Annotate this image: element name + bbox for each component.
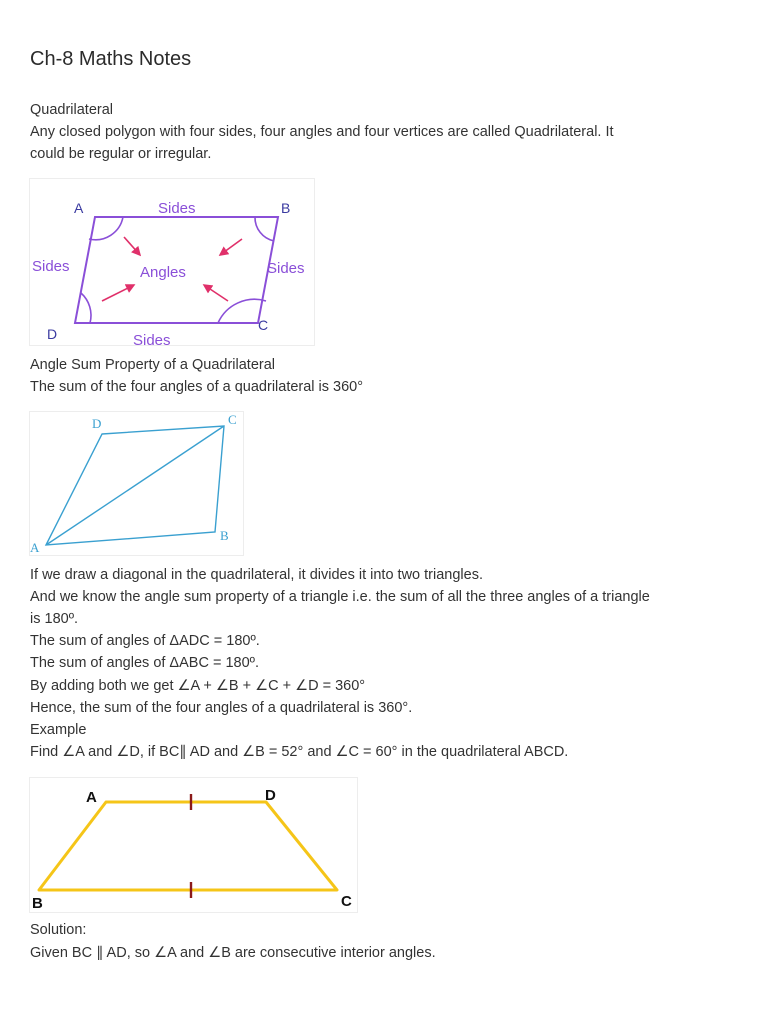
vertex-label-a: A xyxy=(86,789,97,806)
page-title: Ch-8 Maths Notes xyxy=(30,48,192,70)
example-heading: Example xyxy=(30,722,87,738)
angle-arc-d xyxy=(81,293,91,323)
proof-line2: And we know the angle sum property of a triangle i.e. the sum of all the three angles of a triangle xyxy=(30,589,650,605)
vertex-label-b: B xyxy=(32,895,43,912)
quadrilateral-heading: Quadrilateral xyxy=(30,102,114,118)
diagonal-figure xyxy=(29,411,244,556)
proof-line1: If we draw a diagonal in the quadrilateral, it divides it into two triangles. xyxy=(30,567,483,583)
proof-line3: is 180º. xyxy=(30,611,79,627)
quadrilateral-definition-line1: Any closed polygon with four sides, four angles and four vertices are called Quadrilateral. It xyxy=(30,124,614,140)
quadrilateral-definition-line2: could be regular or irregular. xyxy=(30,146,212,162)
sides-label-left: Sides xyxy=(32,258,70,275)
angle-arc-b xyxy=(255,217,274,241)
sides-label-right: Sides xyxy=(267,260,305,277)
sides-label-bottom: Sides xyxy=(133,332,171,345)
arrow-angle-d xyxy=(102,285,134,301)
arrow-angle-a xyxy=(124,237,140,255)
quadrilateral-parts-diagram xyxy=(30,179,314,345)
arrow-angle-c xyxy=(204,285,228,301)
diagonal-ac xyxy=(46,426,224,545)
vertex-label-b: B xyxy=(281,200,291,216)
vertex-label-d: D xyxy=(47,326,58,342)
solution-line1: Given BC ∥ AD, so ∠A and ∠B are consecutive interior angles. xyxy=(30,945,436,961)
vertex-label-a: A xyxy=(74,200,84,216)
diagonal-diagram xyxy=(30,412,243,555)
trapezium-shape xyxy=(39,802,337,890)
vertex-label-a: A xyxy=(30,540,40,555)
quadrilateral-parts-figure xyxy=(29,178,315,346)
example-question: Find ∠A and ∠D, if BC∥ AD and ∠B = 52° and ∠C = 60° in the quadrilateral ABCD. xyxy=(30,744,569,760)
trapezium-figure xyxy=(29,777,358,913)
vertex-label-c: C xyxy=(258,317,269,333)
arrow-angle-b xyxy=(220,239,242,255)
proof-line5: The sum of angles of ΔABC = 180º. xyxy=(30,655,259,671)
proof-line6: By adding both we get ∠A + ∠B + ∠C + ∠D = 360° xyxy=(30,678,366,694)
angle-sum-statement: The sum of the four angles of a quadrilateral is 360° xyxy=(30,379,364,395)
proof-line4: The sum of angles of ΔADC = 180º. xyxy=(30,633,260,649)
trapezium-diagram xyxy=(30,778,357,912)
angles-label-center: Angles xyxy=(140,264,186,281)
angle-sum-heading: Angle Sum Property of a Quadrilateral xyxy=(30,357,276,373)
sides-label-top: Sides xyxy=(158,200,196,217)
solution-heading: Solution: xyxy=(30,922,87,938)
vertex-label-b: B xyxy=(220,528,229,543)
vertex-label-d: D xyxy=(92,416,102,431)
proof-conclusion: Hence, the sum of the four angles of a quadrilateral is 360°. xyxy=(30,700,413,716)
vertex-label-d: D xyxy=(265,787,276,804)
vertex-label-c: C xyxy=(341,893,352,910)
vertex-label-c: C xyxy=(228,412,237,427)
